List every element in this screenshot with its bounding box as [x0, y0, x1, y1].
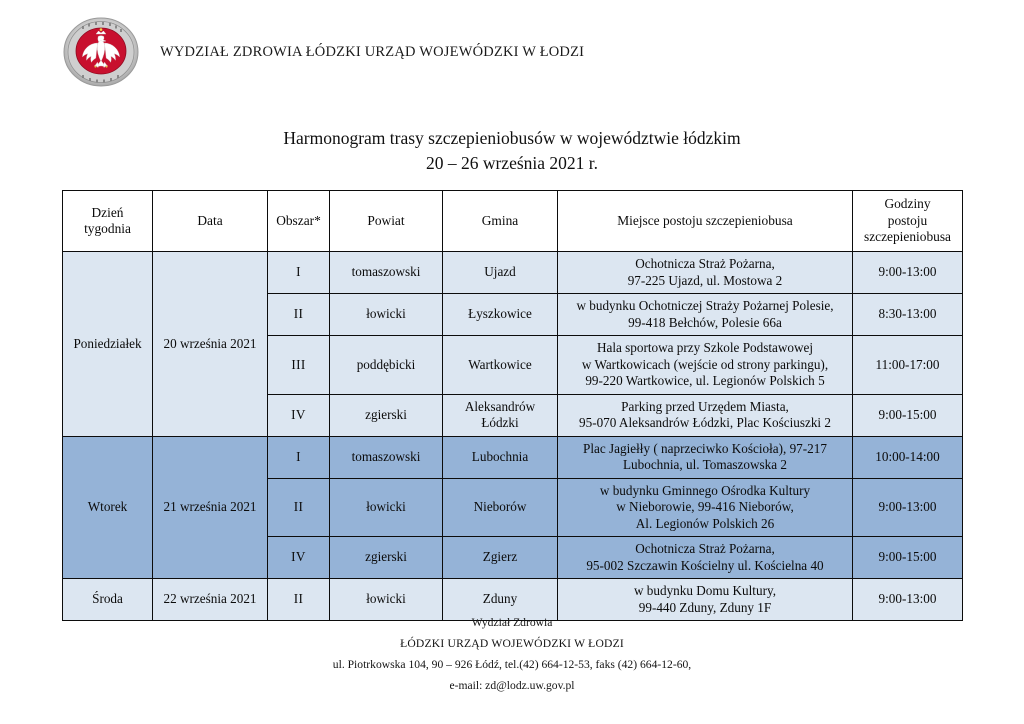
cell-place [558, 394, 853, 436]
cell-place [558, 478, 853, 537]
cell-date: 22 września 2021 [153, 579, 268, 621]
letterhead [62, 16, 584, 88]
cell-powiat: zgierski [330, 537, 443, 579]
cell-place [558, 537, 853, 579]
footer-line-address: ul. Piotrkowska 104, 90 – 926 Łódź, tel.(42) 664-12-53, faks (42) 664-12-60, [332, 658, 692, 671]
cell-place-line: w Nieborowie, 99-416 Nieborów, [616, 499, 794, 514]
cell-powiat: łowicki [330, 579, 443, 621]
cell-place-line: 99-220 Wartkowice, ul. Legionów Polskich 5 [585, 373, 825, 388]
cell-place-line: w budynku Ochotniczej Straży Pożarnej Polesie, [576, 298, 834, 313]
polish-coat-of-arms-seal-icon [62, 16, 140, 88]
cell-place-line: Lubochnia, ul. Tomaszowska 2 [622, 457, 787, 472]
cell-day-of-week: Poniedziałek [63, 252, 153, 437]
cell-gmina: Zgierz [443, 537, 558, 579]
cell-place-line: w Wartkowicach (wejście od strony parkingu), [581, 356, 829, 372]
cell-place [558, 336, 853, 395]
column-header-day-line-1: Dzień [91, 204, 124, 220]
cell-hours: 9:00-15:00 [853, 537, 963, 579]
cell-place-line: w budynku Gminnego Ośrodka Kultury [599, 482, 811, 498]
cell-powiat: tomaszowski [330, 252, 443, 294]
cell-place-line: 99-440 Zduny, Zduny 1F [638, 599, 772, 615]
column-header-day [63, 191, 153, 252]
cell-powiat: łowicki [330, 478, 443, 537]
cell-hours: 9:00-15:00 [853, 394, 963, 436]
schedule-table [62, 190, 963, 621]
cell-area: II [268, 294, 330, 336]
column-header-hours-line-3: szczepieniobusa [864, 229, 951, 245]
cell-place-line: 97-225 Ujazd, ul. Mostowa 2 [627, 272, 783, 288]
cell-hours: 11:00-17:00 [853, 336, 963, 395]
cell-place-line: Parking przed Urzędem Miasta, [621, 398, 789, 414]
column-header-area: Obszar* [268, 191, 330, 252]
cell-place [558, 252, 853, 294]
document-title [0, 126, 1024, 176]
cell-area: I [268, 252, 330, 294]
column-header-hours-line-1: Godziny [884, 196, 931, 212]
footer-line-email: e-mail: zd@lodz.uw.gov.pl [449, 679, 575, 692]
cell-hours: 9:00-13:00 [853, 579, 963, 621]
cell-place-line: Plac Jagiełły ( naprzeciwko Kościoła), 97-217 [583, 440, 827, 456]
column-header-powiat: Powiat [330, 191, 443, 252]
column-header-hours-line-2: postoju [887, 212, 928, 228]
cell-gmina: Lubochnia [443, 436, 558, 478]
cell-area: III [268, 336, 330, 395]
footer-line-office: ŁÓDZKI URZĄD WOJEWÓDZKI W ŁODZI [400, 637, 624, 650]
cell-place-line: Hala sportowa przy Szkole Podstawowej [596, 340, 814, 355]
cell-place-line: 95-070 Aleksandrów Łódzki, Plac Kościuszki 2 [579, 415, 831, 430]
cell-day-of-week: Wtorek [63, 436, 153, 579]
cell-gmina: Ujazd [443, 252, 558, 294]
cell-powiat: łowicki [330, 294, 443, 336]
cell-day-of-week: Środa [63, 579, 153, 621]
column-header-date: Data [153, 191, 268, 252]
column-header-place: Miejsce postoju szczepieniobusa [558, 191, 853, 252]
document-footer [0, 612, 1024, 696]
cell-place-line: Al. Legionów Polskich 26 [635, 515, 775, 531]
cell-hours: 9:00-13:00 [853, 252, 963, 294]
cell-area: II [268, 579, 330, 621]
cell-gmina: Zduny [443, 579, 558, 621]
cell-date: 20 września 2021 [153, 252, 268, 437]
column-header-day-line-2: tygodnia [84, 221, 131, 236]
cell-gmina [443, 394, 558, 436]
schedule-table-container [62, 190, 962, 621]
cell-powiat: zgierski [330, 394, 443, 436]
cell-area: I [268, 436, 330, 478]
cell-date: 21 września 2021 [153, 436, 268, 579]
footer-line-department: Wydział Zdrowia [471, 616, 553, 629]
cell-area: IV [268, 394, 330, 436]
cell-area: II [268, 478, 330, 537]
cell-place-line: 99-418 Bełchów, Polesie 66a [628, 314, 782, 330]
cell-place [558, 294, 853, 336]
cell-powiat: tomaszowski [330, 436, 443, 478]
cell-gmina: Nieborów [443, 478, 558, 537]
cell-place-line: 95-002 Szczawin Kościelny ul. Kościelna 40 [586, 557, 824, 573]
table-header-row [63, 191, 963, 252]
cell-hours: 9:00-13:00 [853, 478, 963, 537]
document-title-line-1: Harmonogram trasy szczepieniobusów w województwie łódzkim [283, 128, 741, 148]
letterhead-title: WYDZIAŁ ZDROWIA ŁÓDZKI URZĄD WOJEWÓDZKI W ŁODZI [160, 43, 585, 60]
cell-gmina-line: Aleksandrów [464, 398, 536, 414]
cell-place-line: Ochotnicza Straż Pożarna, [635, 541, 775, 556]
cell-place [558, 436, 853, 478]
table-row [63, 252, 963, 294]
cell-area: IV [268, 537, 330, 579]
column-header-hours [853, 191, 963, 252]
cell-powiat: poddębicki [330, 336, 443, 395]
cell-place-line: w budynku Domu Kultury, [633, 583, 776, 598]
cell-place-line: Ochotnicza Straż Pożarna, [635, 256, 775, 271]
document-title-line-2: 20 – 26 września 2021 r. [425, 153, 599, 173]
cell-gmina: Wartkowice [443, 336, 558, 395]
cell-gmina: Łyszkowice [443, 294, 558, 336]
column-header-gmina: Gmina [443, 191, 558, 252]
cell-gmina-line: Łódzki [481, 415, 519, 430]
cell-hours: 8:30-13:00 [853, 294, 963, 336]
cell-hours: 10:00-14:00 [853, 436, 963, 478]
schedule-table-body [63, 252, 963, 621]
table-row [63, 436, 963, 478]
